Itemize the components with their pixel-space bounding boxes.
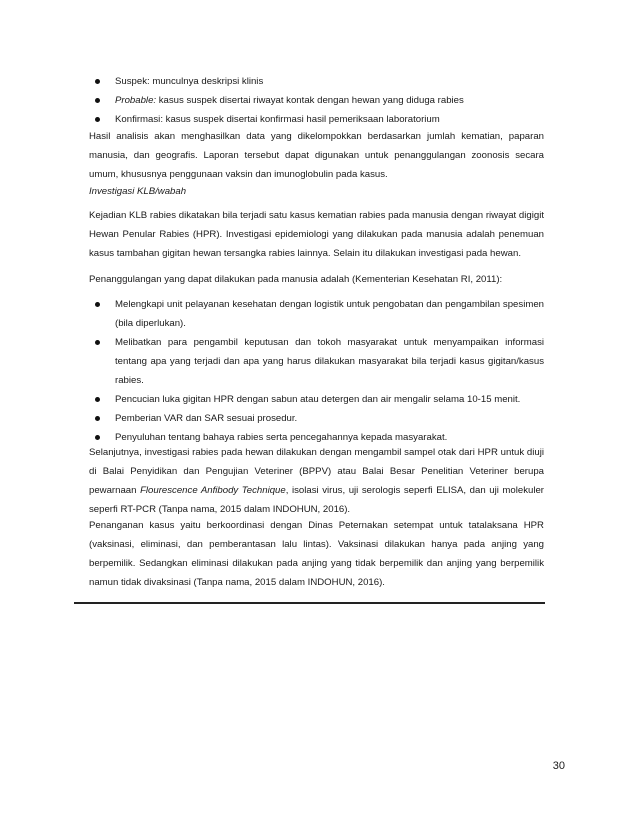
bullet-icon xyxy=(95,416,100,421)
list-item: Konfirmasi: kasus suspek disertai konfirmasi hasil pemeriksaan laboratorium xyxy=(89,110,544,129)
bullet-icon xyxy=(95,302,100,307)
bullet-icon xyxy=(95,435,100,440)
bullet-icon xyxy=(95,340,100,345)
bullet-icon xyxy=(95,397,100,402)
paragraph: Hasil analisis akan menghasilkan data yang dikelompokkan berdasarkan jumlah kematian, paparan manusia, dan geografis. Laporan tersebut dapat digunakan untuk penanggulangan zoonosis secara umum, khususnya penggunaan vaksin dan imunoglobulin pada kasus. xyxy=(89,131,544,180)
section-heading: Investigasi KLB/wabah xyxy=(89,186,187,197)
paragraph: Penanggulangan yang dapat dilakukan pada manusia adalah (Kementerian Kesehatan RI, 2011): xyxy=(89,274,503,285)
page-number: 30 xyxy=(552,760,565,772)
top-bullet-list xyxy=(89,72,544,129)
measures-bullet-list xyxy=(89,295,544,447)
list-item: Pemberian VAR dan SAR sesuai prosedur. xyxy=(89,409,544,428)
paragraph: Penanganan kasus yaitu berkoordinasi dengan Dinas Peternakan setempat untuk tatalaksana HPR (vaksinasi, eliminasi, dan pemberantasan lalu lintas). Vaksinasi dilakukan hanya pada anjing yang berpemilik. Sedangkan eliminasi dilakukan pada anjing yang tidak berpemilik dan anjing yang berpemilik namun tidak divaksinasi (Tanpa nama, 2015 dalam INDOHUN, 2016). xyxy=(89,520,544,588)
list-item: Melibatkan para pengambil keputusan dan tokoh masyarakat untuk menyampaikan informasi tentang apa yang terjadi dan apa yang harus dilakukan masyarakat bila terjadi kasus gigitan/kasus rabies. xyxy=(89,333,544,390)
paragraph: Kejadian KLB rabies dikatakan bila terjadi satu kasus kematian rabies pada manusia dengan riwayat digigit Hewan Penular Rabies (HPR). Investigasi epidemiologi yang dilakukan pada manusia adalah penemuan kasus tambahan gigitan hewan tersangka rabies lainnya. Selain itu dilakukan investigasi pada hewan. xyxy=(89,210,544,259)
divider xyxy=(74,602,545,604)
list-item: Probable: kasus suspek disertai riwayat kontak dengan hewan yang diduga rabies xyxy=(89,91,544,110)
list-item: Pencucian luka gigitan HPR dengan sabun atau detergen dan air mengalir selama 10-15 menit. xyxy=(89,390,544,409)
paragraph: Selanjutnya, investigasi rabies pada hewan dilakukan dengan mengambil sampel otak dari HPR untuk diuji di Balai Penyidikan dan Pengujian Veteriner (BPPV) atau Balai Besar Penelitian Veteriner berupa pewarnaan Flourescence Anfibody Technique, isolasi virus, uji serologis seperfi ELISA, dan uji molekuler seperfi RT-PCR (Tanpa nama, 2015 dalam INDOHUN, 2016). xyxy=(89,447,545,515)
list-item: Melengkapi unit pelayanan kesehatan dengan logistik untuk pengobatan dan pengambilan spesimen (bila diperlukan). xyxy=(89,295,544,333)
list-item: Suspek: munculnya deskripsi klinis xyxy=(89,72,544,91)
list-item: Penyuluhan tentang bahaya rabies serta pencegahannya kepada masyarakat. xyxy=(89,428,544,447)
bullet-icon xyxy=(95,79,100,84)
bullet-icon xyxy=(95,117,100,122)
bullet-icon xyxy=(95,98,100,103)
